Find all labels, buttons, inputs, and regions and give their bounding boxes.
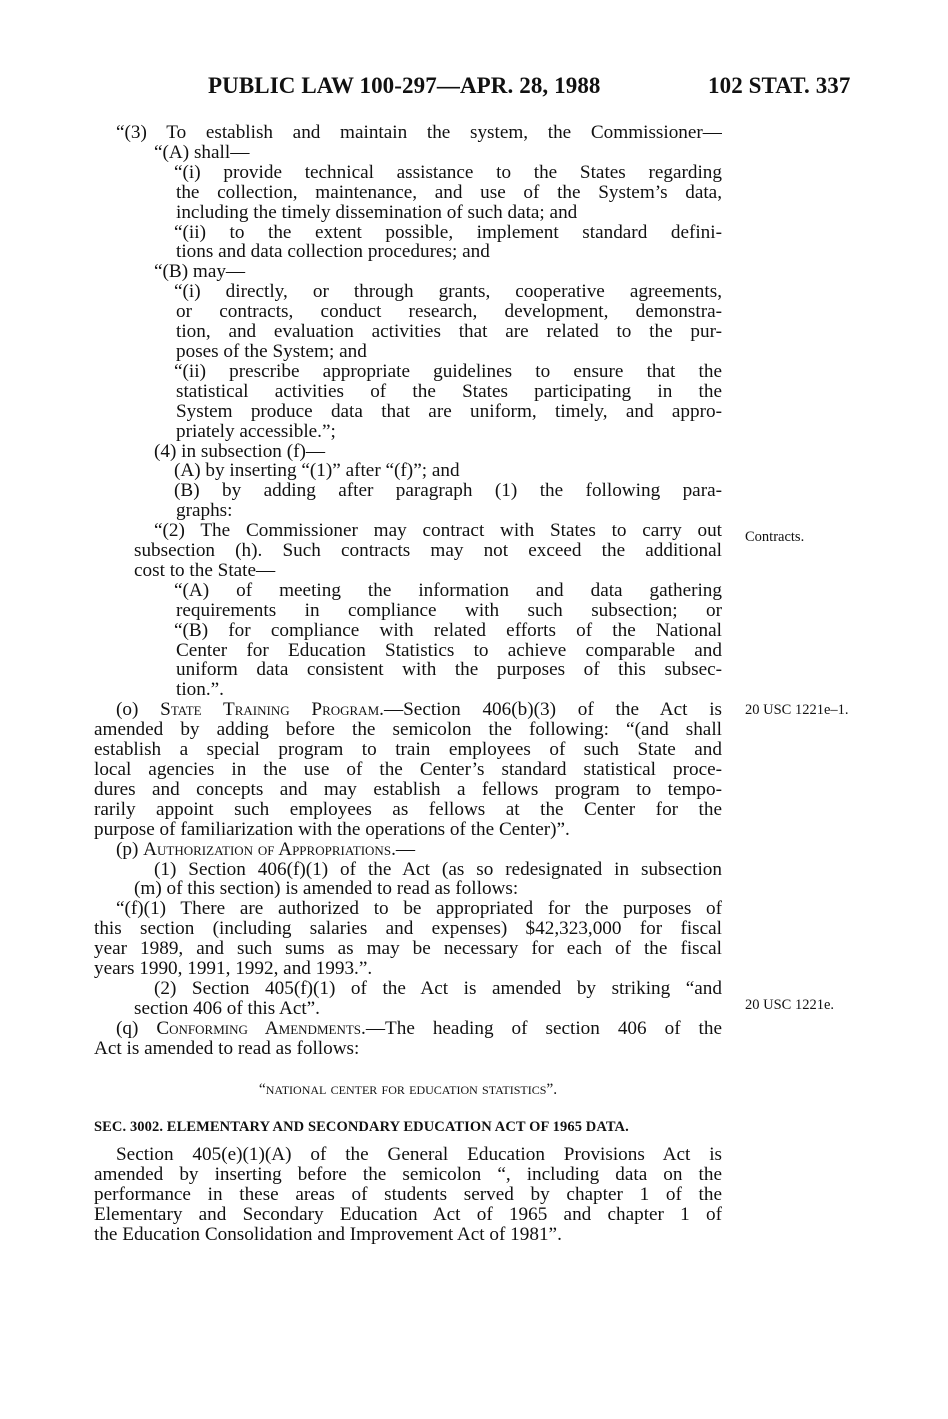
text-line: establish a special program to train employees of such State and — [94, 740, 722, 760]
subsection-heading: Conforming Amendments — [156, 1018, 362, 1039]
subsection-text: .— — [391, 839, 416, 860]
running-header-page-number: 102 STAT. 337 — [708, 73, 851, 98]
text-line: Center for Education Statistics to achieve comparable and — [176, 640, 722, 661]
text-line: (m) of this section) is amended to read as follows: — [134, 879, 519, 900]
margin-note-usc-1221e: 20 USC 1221e. — [745, 997, 835, 1013]
text-line: amended by inserting before the semicolon “, including data on the — [94, 1165, 722, 1186]
text-line: “(A) of meeting the information and data gathering — [174, 580, 722, 601]
text-line: the Education Consolidation and Improvement Act of 1981”. — [94, 1225, 562, 1245]
quote-close: ”. — [546, 1080, 558, 1098]
text-line-subsection-o — [94, 700, 722, 720]
text-line: tion.”. — [176, 680, 224, 701]
text-line: statistical activities of the States participating in the — [176, 381, 722, 402]
text-line: (2) Section 405(f)(1) of the Act is amended by striking “and — [154, 978, 722, 999]
subsection-text: .—The heading of section 406 of the — [361, 1018, 722, 1039]
subsection-heading: Authorization of Appropriations — [143, 839, 392, 860]
subsection-heading: State Training Program — [160, 700, 380, 721]
text-line: requirements in compliance with such subsection; or — [176, 600, 722, 621]
text-line: amended by adding before the semicolon the following: “(and shall — [94, 720, 722, 741]
inserted-heading — [94, 1079, 722, 1100]
text-line: years 1990, 1991, 1992, and 1993.”. — [94, 959, 373, 979]
text-line: tions and data collection procedures; and — [176, 242, 490, 263]
text-line: (1) Section 406(f)(1) of the Act (as so redesignated in subsection — [154, 859, 722, 880]
text-line: “(A) shall— — [154, 142, 250, 163]
text-line: System produce data that are uniform, timely, and appro- — [176, 401, 722, 422]
section-heading: SEC. 3002. ELEMENTARY AND SECONDARY EDUCATION ACT OF 1965 DATA. — [94, 1118, 629, 1135]
text-line: purpose of familiarization with the operations of the Center)”. — [94, 819, 570, 840]
text-line: “(f)(1) There are authorized to be appropriated for the purposes of — [116, 899, 722, 920]
subsection-text: .—Section 406(b)(3) of the Act is — [379, 700, 722, 721]
text-line: uniform data consistent with the purposes of this subsec- — [176, 660, 722, 681]
text-line: graphs: — [176, 501, 233, 522]
text-line: subsection (h). Such contracts may not exceed the additional — [134, 541, 722, 561]
text-line: or contracts, conduct research, development, demonstra- — [176, 302, 722, 323]
text-line: rarily appoint such employees as fellows at the Center for the — [94, 799, 722, 820]
text-line: this section (including salaries and expenses) $42,323,000 for fiscal — [94, 919, 722, 940]
spacer — [94, 1100, 722, 1118]
text-line: Section 405(e)(1)(A) of the General Education Provisions Act is — [116, 1145, 722, 1166]
heading-text: national center for education statistics — [265, 1078, 547, 1098]
text-line: Elementary and Secondary Education Act of 1965 and chapter 1 of — [94, 1205, 722, 1226]
margin-note-usc-1221e-1: 20 USC 1221e–1. — [745, 702, 849, 718]
subsection-label: (q) — [116, 1018, 157, 1039]
text-line: “(ii) to the extent possible, implement standard defini- — [174, 222, 722, 243]
spacer — [94, 1059, 722, 1079]
text-line: “(3) To establish and maintain the system, the Commissioner— — [116, 123, 722, 143]
running-header-title: PUBLIC LAW 100-297—APR. 28, 1988 — [208, 73, 601, 98]
text-line: priately accessible.”; — [176, 421, 336, 442]
text-line: poses of the System; and — [176, 341, 367, 362]
text-line: “(B) may— — [154, 262, 246, 283]
subsection-label: (p) — [116, 839, 144, 860]
text-line: Act is amended to read as follows: — [94, 1038, 360, 1059]
text-line: the collection, maintenance, and use of the System’s data, — [176, 182, 722, 203]
text-line: “(i) provide technical assistance to the States regarding — [174, 162, 722, 183]
text-line: including the timely dissemination of such data; and — [176, 202, 578, 223]
text-line: “(i) directly, or through grants, cooperative agreements, — [174, 282, 722, 303]
margin-note-contracts: Contracts. — [745, 529, 805, 545]
text-line-subsection-p — [94, 840, 722, 860]
body-text — [94, 123, 722, 1245]
text-line: (A) by inserting “(1)” after “(f)”; and — [174, 461, 460, 482]
text-line: “(B) for compliance with related efforts of the National — [174, 620, 722, 641]
spacer — [94, 1137, 722, 1145]
text-line: “(2) The Commissioner may contract with States to carry out — [154, 521, 722, 542]
text-line: dures and concepts and may establish a fellows program to tempo- — [94, 779, 722, 800]
text-line: (4) in subsection (f)— — [154, 441, 326, 462]
text-line-subsection-q — [94, 1019, 722, 1039]
text-line: section 406 of this Act”. — [134, 998, 320, 1019]
quote-open: “ — [258, 1080, 266, 1098]
text-line: year 1989, and such sums as may be necessary for each of the fiscal — [94, 939, 722, 960]
text-line: “(ii) prescribe appropriate guidelines to ensure that the — [174, 361, 722, 382]
text-line: (B) by adding after paragraph (1) the following para- — [174, 481, 722, 502]
text-line: tion, and evaluation activities that are related to the pur- — [176, 322, 722, 342]
text-line: performance in these areas of students served by chapter 1 of the — [94, 1185, 722, 1206]
subsection-label: (o) — [116, 700, 161, 721]
text-line: cost to the State— — [134, 560, 276, 581]
text-line: local agencies in the use of the Center’s standard statistical proce- — [94, 760, 722, 780]
